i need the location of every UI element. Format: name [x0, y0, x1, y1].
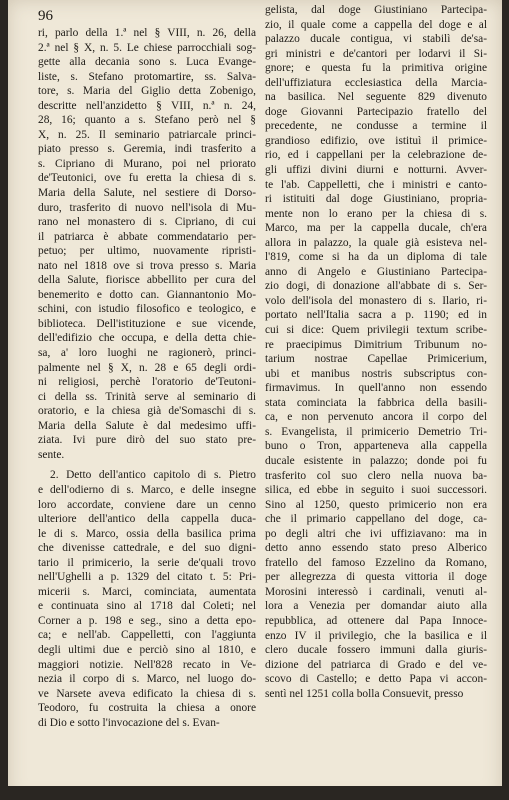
text-line: Marco, ma per la cappella ducale, ch'era: [265, 222, 487, 235]
text-line: allora in palazzo, la quale già esisteva nel-: [265, 236, 487, 249]
text-line: di Dio e sotto l'invocazione del s. Evan-: [38, 716, 220, 729]
text-line: descritte nell'anzidetto § VIII, n.ª n. 24,: [38, 99, 256, 112]
text-line: sentì nel 1251 colla bolla Consuevit, presso: [265, 687, 464, 700]
text-line: della Salute, fiorisce abbellito per cura del: [38, 274, 256, 287]
text-line: oratorio, e la chiesa già de'Somaschi di s.: [38, 405, 256, 418]
text-line: volo dell'isola del monastero di s. Ilario, ri-: [265, 294, 487, 307]
text-line: grandioso edifizio, ove istituì il primice-: [265, 134, 487, 147]
text-line: degli ultimi due e perciò sino al 1810, e: [38, 643, 256, 656]
text-line: loro accordate, conviene dare un cenno: [38, 498, 256, 511]
scan-border: [0, 786, 509, 800]
text-line: che il primario cappellano del doge, ca-: [265, 513, 487, 526]
text-line: buno o Tron, apparteneva alla cappella: [265, 440, 487, 453]
paragraph: [38, 26, 256, 462]
text-line: tarium nostrae Capellae Primicerium,: [265, 353, 487, 366]
text-line: dell'edifizio che occupa, e della detta chie-: [38, 332, 256, 345]
text-line: precedente, ne condusse a termine il: [265, 120, 487, 133]
text-line: X, n. 25. Il seminario patriarcale princi-: [38, 128, 256, 141]
text-line: nezia il corpo di s. Marco, nel luogo do-: [38, 673, 256, 686]
text-line: piato presso s. Geremia, indi trasferito a: [38, 143, 256, 156]
text-line: ca; e nell'ab. Cappelletti, con l'aggiunta: [38, 629, 256, 642]
text-line: liste, s. Stefano protomartire, ss. Salva-: [38, 70, 256, 83]
text-line: il patriarca è abbate commendatario per-: [38, 230, 256, 243]
text-line: nato nel 1818 ove si trova presso s. Maria: [38, 259, 256, 272]
text-line: gelista, dal doge Giustiniano Partecipa-: [265, 4, 487, 16]
text-line: 28, 16; quanto a s. Stefano però nel §: [38, 114, 256, 127]
text-line: mente non lo erano per la chiesa di s.: [265, 207, 487, 220]
text-line: l'819, come si ha da un diploma di tale: [265, 251, 487, 264]
text-line: ulteriore dell'antico della cappella duca-: [38, 513, 256, 526]
text-line: benemerito e dotto can. Giannantonio Mo-: [38, 288, 256, 301]
text-line: gette alla decania sono s. Luca Evange-: [38, 56, 256, 69]
text-line: le di s. Marco, ossia della basilica prima: [38, 527, 256, 540]
text-line: doge Giovanni Partecipazio fratello del: [265, 105, 487, 118]
text-line: petuo; per ultimo, nuovamente ripristi-: [38, 245, 256, 258]
text-line: gli uffizi divini diurni e notturni. Avver-: [265, 164, 487, 177]
text-line: na basilica. Nel seguente 829 divenuto: [265, 91, 487, 104]
text-line: portato nell'Italia sacra a p. 1190; ed in: [265, 309, 487, 322]
text-line: rio, ed i cappellani per la celebrazione de-: [265, 149, 487, 162]
text-line: po degli altri che ivi uffiziavano: ma in: [265, 527, 487, 540]
text-line: re praecipimus Dimitrium Tribunum no-: [265, 338, 487, 351]
text-line: Corner a p. 198 e seg., sino a detta epo-: [38, 614, 256, 627]
text-line: ri, parlo della 1.ª nel § VIII, n. 26, della: [38, 27, 256, 39]
right-column: [265, 3, 487, 701]
text-line: cui si dice: Quem privilegii textum scribe-: [265, 324, 487, 337]
text-line: trasferito col suo clero nella nuova ba-: [265, 469, 487, 482]
text-line: Sino al 1250, questo primicerio non era: [265, 498, 487, 511]
text-line: ca, e non pervenuto ancora il corpo del: [265, 411, 487, 424]
text-line: scovo di Castello; e detto Papa vi accon-: [265, 673, 487, 686]
text-line: ziata. Ivi pure dirò del suo stato pre-: [38, 434, 256, 447]
text-line: ci della ss. Trinità serve al seminario di: [38, 390, 256, 403]
text-line: Teodoro, fu costruita la chiesa a onore: [38, 702, 256, 715]
text-line: Morosini interessò i cardinali, venuti al-: [265, 585, 487, 598]
text-line: ni religiosi, perchè l'oratorio de'Teutoni-: [38, 376, 256, 389]
text-line: rano nel monastero di s. Cipriano, di cui: [38, 216, 256, 229]
text-line: maggiori notizie. Nell'828 recato in Ve-: [38, 658, 256, 671]
text-line: silica, ed ebbe in seguito i suoi successori.: [265, 484, 487, 497]
text-line: repubblica, ad ottenere dal Papa Innoce-: [265, 614, 487, 627]
text-line: per allegrezza di questa vittoria il doge: [265, 571, 487, 584]
text-line: stata cominciata la fabbrica della basili-: [265, 396, 487, 409]
left-column: [38, 26, 256, 730]
text-line: schini, con istudio filosofico e teologico, e: [38, 303, 256, 316]
text-line: enzo IV il privilegio, che la basilica e il: [265, 629, 487, 642]
text-line: palazzo ducale contigua, vi stabilì de'sa-: [265, 33, 487, 46]
text-line: sente.: [38, 448, 65, 461]
text-line: che divenisse cattedrale, e del suo digni-: [38, 542, 256, 555]
text-line: Maria della Salute, nel sestiere di Dorso-: [38, 187, 256, 200]
text-line: ri istituiti dal doge Giustiniano, propria-: [265, 193, 487, 206]
text-line: biblioteca. Dell'istituzione e sue vicende,: [38, 317, 256, 330]
text-line: e continuata sino al 1718 dal Coleti; nel: [38, 600, 256, 613]
text-line: e dell'odierno di s. Marco, e delle insegne: [38, 483, 256, 496]
text-line: tario il primicerio, la serie de'quali trovo: [38, 556, 256, 569]
text-line: 2.ª nel § X, n. 5. Le chiese parrocchiali sog-: [38, 41, 256, 54]
text-line: duro, trasferito di nuovo nell'isola di Mu-: [38, 201, 256, 214]
book-page: [8, 0, 502, 800]
text-line: fratello del famoso Ezzelino da Romano,: [265, 556, 487, 569]
text-line: 2. Detto dell'antico capitolo di s. Pietro: [50, 469, 256, 482]
text-line: palmente nel § X, n. 28 e 65 degli ordi-: [38, 361, 256, 374]
text-line: ducale esistente in palazzo; donde poi fu: [265, 454, 487, 467]
text-line: dell'uffiziatura ecclesiastica della Marcia-: [265, 76, 487, 89]
text-line: detto anno essendo stato preso Alberico: [265, 542, 487, 555]
text-line: zio dogi, di donazione all'abbate di s. Ser-: [265, 280, 487, 293]
text-line: te l'ab. Cappelletti, che i ministri e canto-: [265, 178, 487, 191]
text-line: dizione del patriarca di Grado e del ve-: [265, 658, 487, 671]
text-line: de'Teutonici, ove fu eretta la chiesa di s.: [38, 172, 256, 185]
text-line: sa, a' loro luoghi ne ragionerò, princi-: [38, 347, 256, 360]
text-line: anno di Angelo e Giustiniano Partecipa-: [265, 265, 487, 278]
text-line: ve Narsete aveva edificato la chiesa di s.: [38, 687, 256, 700]
text-line: zio, il quale come a cappella del doge e al: [265, 18, 487, 31]
text-line: nell'Ughelli a p. 1329 del citato t. 5: Pri-: [38, 571, 256, 584]
text-line: ubi et manibus nostris subscriptus con-: [265, 367, 487, 380]
text-line: tore, s. Maria del Giglio detta Zobenigo,: [38, 85, 256, 98]
page-number: 96: [38, 8, 53, 24]
text-line: gri ministri e de'cantori per lodarvi il Si-: [265, 47, 487, 60]
paragraph: [38, 468, 256, 730]
text-line: lora a Venezia per domandar aiuto alla: [265, 600, 487, 613]
text-line: gnore; e questa fu la primitiva origine: [265, 62, 487, 75]
text-line: s. Evangelista, il primicerio Demetrio Tri-: [265, 425, 487, 438]
text-line: micerii s. Marci, cominciata, aumentata: [38, 585, 256, 598]
text-line: firmavimus. In quell'anno non essendo: [265, 382, 487, 395]
text-line: clero ducale fossero immuni dalla giuris-: [265, 644, 487, 657]
text-line: s. Cipriano di Murano, poi nel priorato: [38, 157, 256, 170]
text-line: Maria della Salute è dal medesimo uffi-: [38, 419, 256, 432]
